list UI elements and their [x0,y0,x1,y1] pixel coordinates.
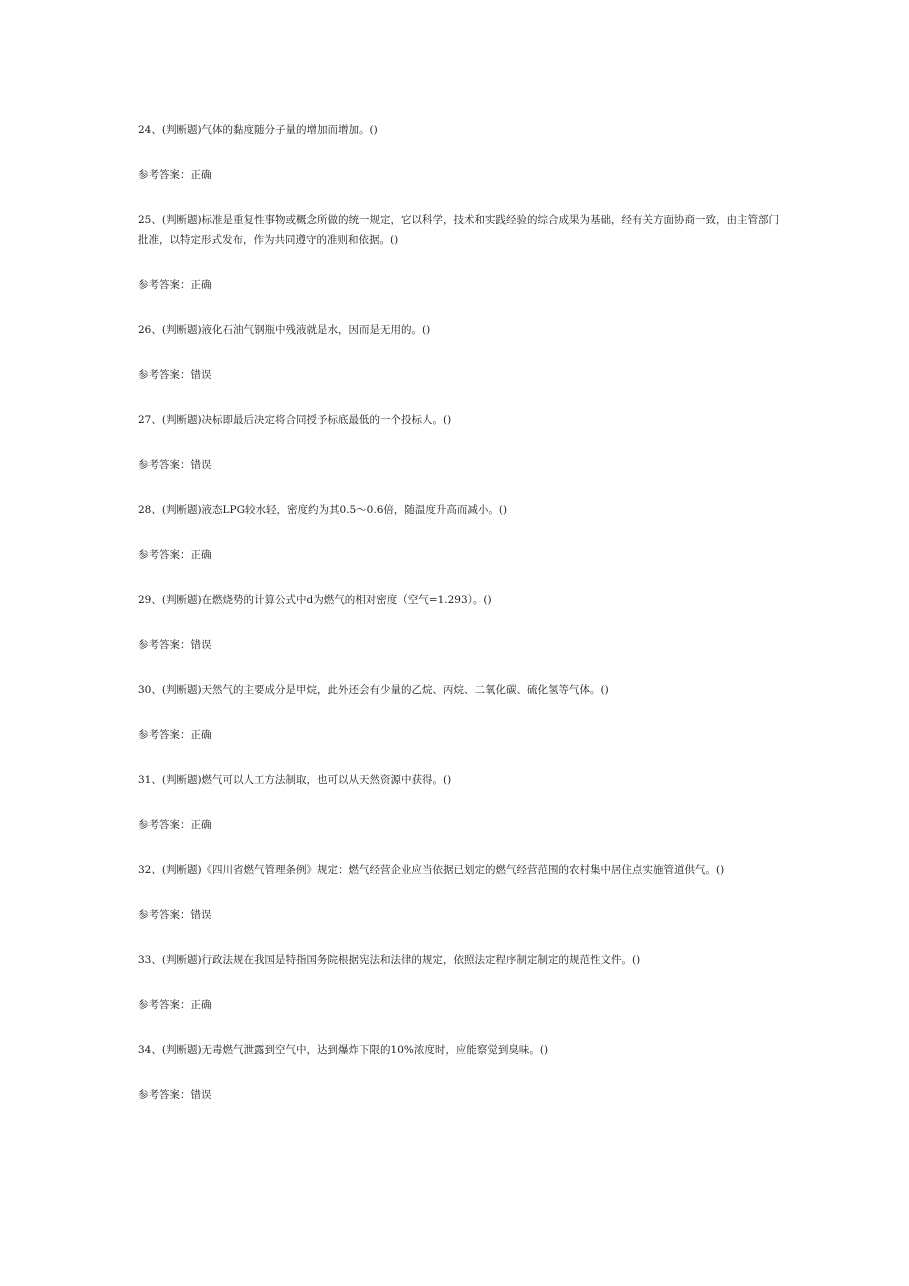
answer-32: 参考答案：错误 [138,909,212,921]
question-32: 32、(判断题)《四川省燃气管理条例》规定：燃气经营企业应当依据已划定的燃气经营范围的农村集中居住点实施管道供气。() [138,864,725,876]
question-33: 33、(判断题)行政法规在我国是特指国务院根据宪法和法律的规定，依照法定程序制定制定的规范性文件。() [138,954,641,966]
answer-30: 参考答案：正确 [138,729,212,741]
answer-25: 参考答案：正确 [138,279,212,291]
answer-34: 参考答案：错误 [138,1089,212,1101]
question-28: 28、(判断题)液态LPG较水轻，密度约为其0.5～0.6倍，随温度升高而减小。() [138,504,508,516]
answer-31: 参考答案：正确 [138,819,212,831]
question-30: 30、(判断题)天然气的主要成分是甲烷，此外还会有少量的乙烷、丙烷、二氧化碳、硫化氢等气体。() [138,684,609,696]
question-27: 27、(判断题)决标即最后决定将合同授予标底最低的一个投标人。() [138,414,452,426]
question-26: 26、(判断题)液化石油气钢瓶中残液就是水，因而是无用的。() [138,324,431,336]
answer-33: 参考答案：正确 [138,999,212,1011]
answer-28: 参考答案：正确 [138,549,212,561]
answer-24: 参考答案：正确 [138,169,212,181]
question-29: 29、(判断题)在燃烧势的计算公式中d为燃气的相对密度（空气=1.293）。() [138,594,492,606]
question-24: 24、(判断题)气体的黏度随分子量的增加而增加。() [138,124,378,136]
answer-29: 参考答案：错误 [138,639,212,651]
question-list [138,120,788,1105]
question-31: 31、(判断题)燃气可以人工方法制取，也可以从天然资源中获得。() [138,774,452,786]
answer-27: 参考答案：错误 [138,459,212,471]
question-25: 25、(判断题)标准是重复性事物或概念所做的统一规定，它以科学，技术和实践经验的综合成果为基础，经有关方面协商一致，由主管部门批准，以特定形式发布，作为共同遵守的准则和依据。() [138,214,780,246]
question-34: 34、(判断题)无毒燃气泄露到空气中，达到爆炸下限的10%浓度时，应能察觉到臭味。() [138,1044,549,1056]
answer-26: 参考答案：错误 [138,369,212,381]
